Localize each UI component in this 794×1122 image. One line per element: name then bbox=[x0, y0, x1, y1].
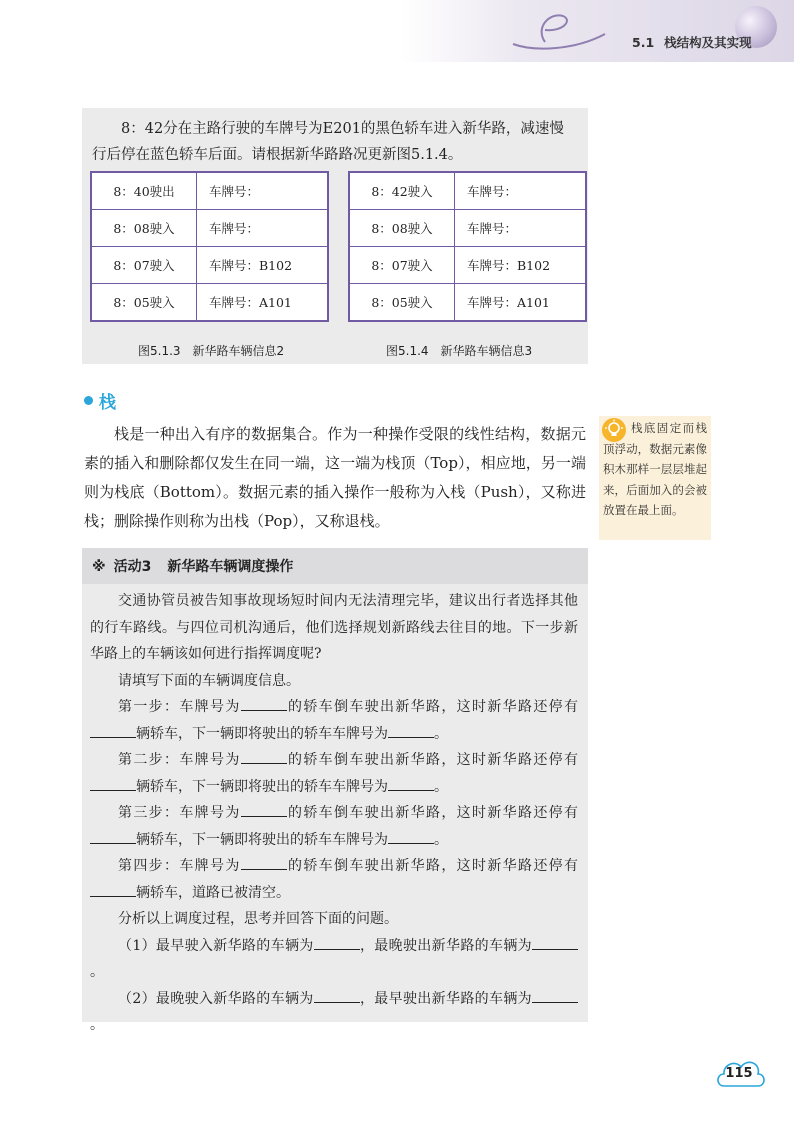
blank-field[interactable] bbox=[90, 829, 136, 844]
blank-field[interactable] bbox=[241, 749, 287, 764]
plate-cell: 车牌号： bbox=[455, 172, 587, 210]
table-row bbox=[349, 284, 586, 322]
swirl-decoration-icon bbox=[505, 8, 615, 54]
time-cell: 8：40驶出 bbox=[91, 172, 197, 210]
figure-caption-5-1-3: 图5.1.3 新华路车辆信息2 bbox=[138, 344, 285, 358]
plate-cell: 车牌号： bbox=[197, 210, 329, 247]
activity-intro: 交通协管员被告知事故现场短时间内无法清理完毕，建议出行者选择其他的行车路线。与四位司机沟通后，他们选择规划新路线去往目的地。下一步新华路上的车辆该如何进行指挥调度呢? bbox=[90, 593, 578, 662]
blank-field[interactable] bbox=[532, 988, 578, 1003]
time-cell: 8：07驶入 bbox=[91, 247, 197, 284]
blank-field[interactable] bbox=[314, 988, 360, 1003]
fill-prompt: 请填写下面的车辆调度信息。 bbox=[118, 672, 300, 689]
table-row bbox=[349, 172, 586, 210]
activity-name: 新华路车辆调度操作 bbox=[167, 559, 294, 575]
question-2: （2）最晚驶入新华路的车辆为 ，最早驶出新华路的车辆为。 bbox=[90, 986, 578, 1039]
table-row bbox=[349, 210, 586, 247]
activity-header bbox=[82, 548, 588, 584]
blank-field[interactable] bbox=[314, 935, 360, 950]
stack-definition-paragraph: 栈是一种出入有序的数据集合。作为一种操作受限的线性结构，数据元素的插入和删除都仅发生在同一端，这一端为栈顶（Top），相应地，另一端则为栈底（Bottom）。数据元素的插入操作一般称为入栈（Push），又称进栈；删除操作则称为出栈（Pop），又称退栈。 bbox=[84, 425, 586, 530]
table-row bbox=[91, 210, 328, 247]
section-heading bbox=[84, 388, 116, 413]
blank-field[interactable] bbox=[532, 935, 578, 950]
plate-cell: 车牌号：B102 bbox=[197, 247, 329, 284]
plate-cell: 车牌号：A101 bbox=[197, 284, 329, 322]
blank-field[interactable] bbox=[388, 723, 434, 738]
blank-field[interactable] bbox=[90, 723, 136, 738]
table-row bbox=[349, 247, 586, 284]
time-cell: 8：08驶入 bbox=[349, 210, 455, 247]
section-number: 5.1 bbox=[632, 35, 655, 50]
step-3: 第三步：车牌号为 的轿车倒车驶出新华路，这时新华路还停有辆轿车，下一辆即将驶出的轿车车牌号为 。 bbox=[90, 800, 578, 853]
activity-mark: ※ bbox=[92, 559, 106, 575]
figure-caption-5-1-4: 图5.1.4 新华路车辆信息3 bbox=[386, 344, 533, 358]
step-4: 第四步：车牌号为 的轿车倒车驶出新华路，这时新华路还停有辆轿车，道路已被清空。 bbox=[90, 853, 578, 906]
time-cell: 8：05驶入 bbox=[91, 284, 197, 322]
bullet-dot-icon bbox=[84, 396, 93, 405]
time-cell: 8：08驶入 bbox=[91, 210, 197, 247]
step-1: 第一步：车牌号为 的轿车倒车驶出新华路，这时新华路还停有辆轿车，下一辆即将驶出的轿车车牌号为 。 bbox=[90, 694, 578, 747]
plate-cell: 车牌号：A101 bbox=[455, 284, 587, 322]
vehicle-info-table-2 bbox=[90, 171, 329, 322]
table-row bbox=[91, 247, 328, 284]
question-1: （1）最早驶入新华路的车辆为 ，最晚驶出新华路的车辆为。 bbox=[90, 933, 578, 986]
blank-field[interactable] bbox=[388, 776, 434, 791]
plate-cell: 车牌号： bbox=[197, 172, 329, 210]
plate-cell: 车牌号： bbox=[455, 210, 587, 247]
vehicle-info-table-3 bbox=[348, 171, 587, 322]
time-cell: 8：07驶入 bbox=[349, 247, 455, 284]
exercise-paragraph: 8：42分在主路行驶的车牌号为E201的黑色轿车进入新华路，减速慢行后停在蓝色轿车后面。请根据新华路路况更新图5.1.4。 bbox=[92, 121, 564, 163]
blank-field[interactable] bbox=[90, 882, 136, 897]
side-note bbox=[599, 416, 711, 540]
blank-field[interactable] bbox=[241, 855, 287, 870]
analysis-prompt: 分析以上调度过程，思考并回答下面的问题。 bbox=[118, 911, 398, 927]
blank-field[interactable] bbox=[90, 776, 136, 791]
table-row bbox=[91, 172, 328, 210]
lightbulb-icon bbox=[601, 417, 627, 443]
time-cell: 8：42驶入 bbox=[349, 172, 455, 210]
activity-body bbox=[90, 588, 578, 1039]
blank-field[interactable] bbox=[241, 802, 287, 817]
plate-cell: 车牌号：B102 bbox=[455, 247, 587, 284]
running-header bbox=[632, 33, 752, 51]
side-note-text: 栈底固定而栈顶浮动，数据元素像积木那样一层层堆起来，后面加入的会被放置在最上面。 bbox=[603, 421, 707, 517]
activity-title bbox=[92, 556, 293, 576]
section-title: 栈结构及其实现 bbox=[664, 35, 752, 50]
blank-field[interactable] bbox=[241, 696, 287, 711]
table-row bbox=[91, 284, 328, 322]
activity-label: 活动3 bbox=[113, 559, 152, 575]
blank-field[interactable] bbox=[388, 829, 434, 844]
section-heading-text: 栈 bbox=[99, 393, 116, 413]
time-cell: 8：05驶入 bbox=[349, 284, 455, 322]
step-2: 第二步：车牌号为 的轿车倒车驶出新华路，这时新华路还停有辆轿车，下一辆即将驶出的轿车车牌号为 。 bbox=[90, 747, 578, 800]
activity-box bbox=[82, 548, 588, 1033]
page-number: 115 bbox=[725, 1066, 753, 1081]
